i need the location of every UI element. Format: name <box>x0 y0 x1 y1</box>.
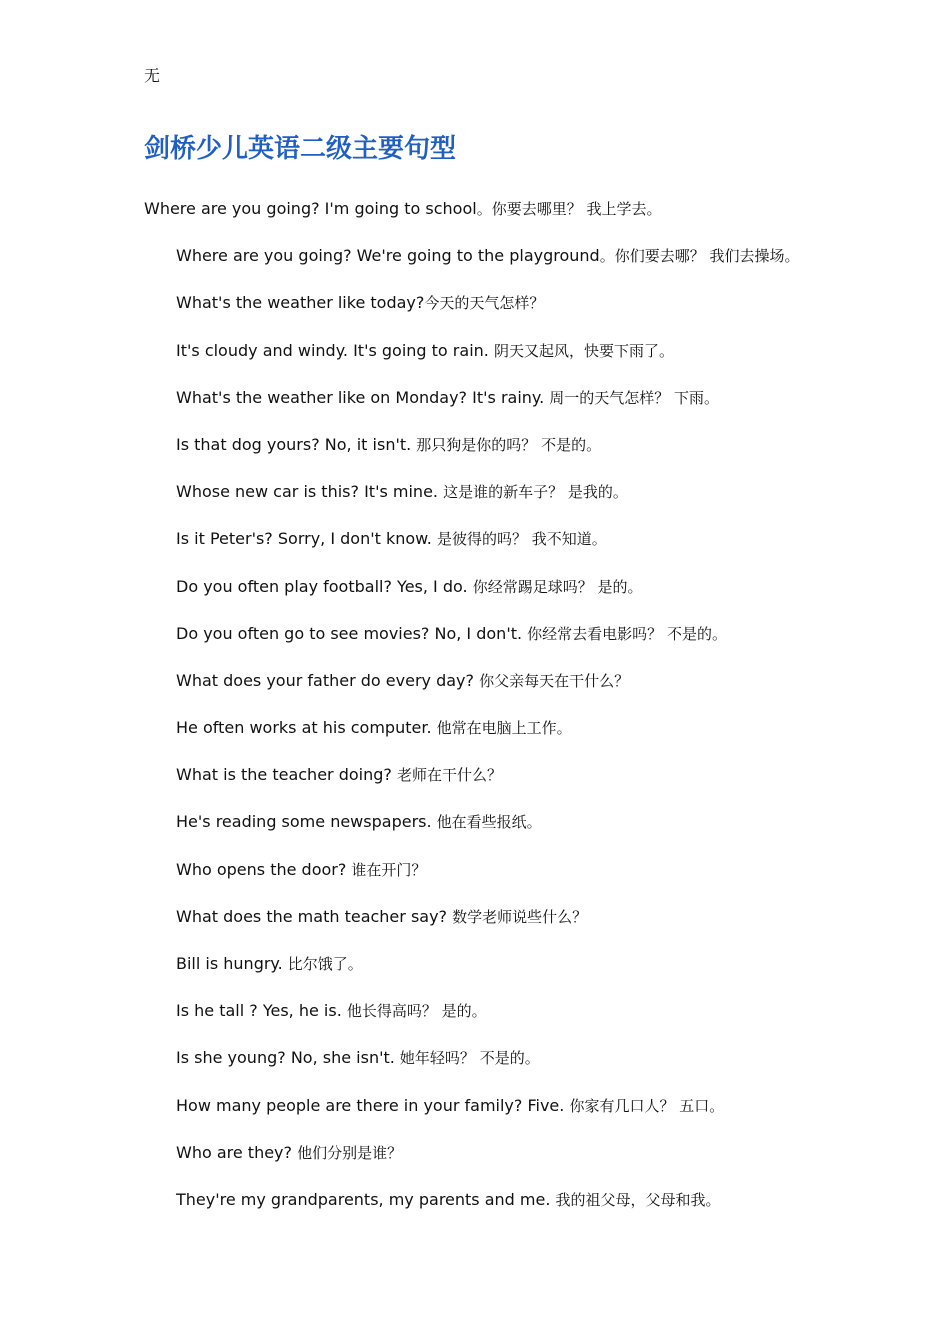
sentence-english: He often works at his computer. <box>176 718 437 738</box>
sentence-english: What is the teacher doing? <box>176 765 397 785</box>
sentence-english: Who opens the door? <box>176 859 352 879</box>
sentence-item <box>144 1094 924 1141</box>
sentence-chinese: 谁在开门？ <box>351 860 427 879</box>
sentence-item <box>144 905 924 952</box>
sentence-item <box>144 1141 924 1188</box>
sentence-chinese: 他们分别是谁？ <box>297 1143 403 1162</box>
sentence-english: What's the weather like today? <box>176 293 425 313</box>
sentence-chinese: 那只狗是你的吗？ 不是的。 <box>416 435 602 454</box>
sentence-english: Is he tall ? Yes, he is. <box>176 1001 347 1021</box>
sentence-item <box>144 339 924 386</box>
sentence-chinese: 你经常去看电影吗？ 不是的。 <box>527 624 727 643</box>
sentence-english: What does your father do every day? <box>176 670 480 690</box>
sentence-chinese: 我的祖父母，父母和我。 <box>555 1190 721 1209</box>
sentence-chinese: 你父亲每天在干什么？ <box>479 671 630 690</box>
sentence-item <box>144 622 924 669</box>
sentence-english: Bill is hungry. <box>176 954 288 973</box>
sentence-item <box>144 244 924 291</box>
sentence-chinese: 今天的天气怎样？ <box>424 294 545 313</box>
sentence-english: Is she young? No, she isn't. <box>176 1048 400 1068</box>
sentence-english: How many people are there in your family? Five. <box>176 1095 570 1115</box>
sentence-english: He's reading some newspapers. <box>176 812 437 832</box>
sentence-item <box>144 575 924 622</box>
sentence-item <box>144 810 924 857</box>
sentence-chinese: 。你们要去哪？ 我们去操场。 <box>599 247 800 266</box>
sentence-chinese: 他在看些报纸。 <box>436 813 542 832</box>
sentence-chinese: 老师在干什么？ <box>396 766 502 785</box>
document-title: 剑桥少儿英语二级主要句型 <box>144 134 457 164</box>
sentence-english: Where are you going? We're going to the playground <box>176 246 600 266</box>
sentence-english: Do you often play football? Yes, I do. <box>176 576 473 596</box>
sentence-chinese: 他常在电脑上工作。 <box>436 719 572 738</box>
sentence-item <box>144 433 924 480</box>
sentence-item <box>144 763 924 810</box>
sentence-english: What's the weather like on Monday? It's rainy. <box>176 387 550 407</box>
sentence-english: What does the math teacher say? <box>176 906 453 926</box>
sentence-english: They're my grandparents, my parents and me. <box>176 1189 556 1209</box>
sentence-item <box>144 386 924 433</box>
sentence-english: Whose new car is this? It's mine. <box>176 482 444 502</box>
sentence-item <box>144 999 924 1046</box>
sentence-chinese: 她年轻吗？ 不是的。 <box>399 1049 540 1068</box>
sentence-english: It's cloudy and windy. It's going to rain. <box>176 340 494 360</box>
sentence-chinese: 你家有几口人？ 五口。 <box>569 1096 725 1115</box>
sentence-chinese: 阴天又起风，快要下雨了。 <box>493 341 674 360</box>
sentence-item <box>144 858 924 905</box>
sentence-item <box>144 952 924 999</box>
sentence-item <box>144 1188 924 1235</box>
sentence-chinese: 你经常踢足球吗？ 是的。 <box>472 577 643 596</box>
sentence-item <box>144 716 924 763</box>
sentence-english: Who are they? <box>176 1142 298 1162</box>
sentence-chinese: 这是谁的新车子？ 是我的。 <box>443 483 628 502</box>
header-mark: 无 <box>144 66 161 85</box>
sentence-item <box>144 1046 924 1093</box>
sentence-chinese: 他长得高吗？ 是的。 <box>346 1002 487 1021</box>
sentence-item <box>144 527 924 574</box>
sentence-english: Where are you going? I'm going to school <box>144 199 477 218</box>
sentence-item <box>144 197 924 244</box>
sentence-item <box>144 480 924 527</box>
sentence-chinese: 是彼得的吗？ 我不知道。 <box>436 530 607 549</box>
sentence-english: Is it Peter's? Sorry, I don't know. <box>176 529 437 549</box>
sentence-chinese: 。你要去哪里？ 我上学去。 <box>476 200 662 218</box>
sentence-english: Do you often go to see movies? No, I don't. <box>176 623 528 643</box>
sentence-chinese: 周一的天气怎样？ 下雨。 <box>549 388 720 407</box>
sentence-item <box>144 669 924 716</box>
sentence-list <box>144 197 924 1235</box>
sentence-chinese: 数学老师说些什么？ <box>452 907 588 926</box>
sentence-item <box>144 291 924 338</box>
sentence-english: Is that dog yours? No, it isn't. <box>176 434 417 454</box>
sentence-chinese: 比尔饿了。 <box>287 955 363 973</box>
